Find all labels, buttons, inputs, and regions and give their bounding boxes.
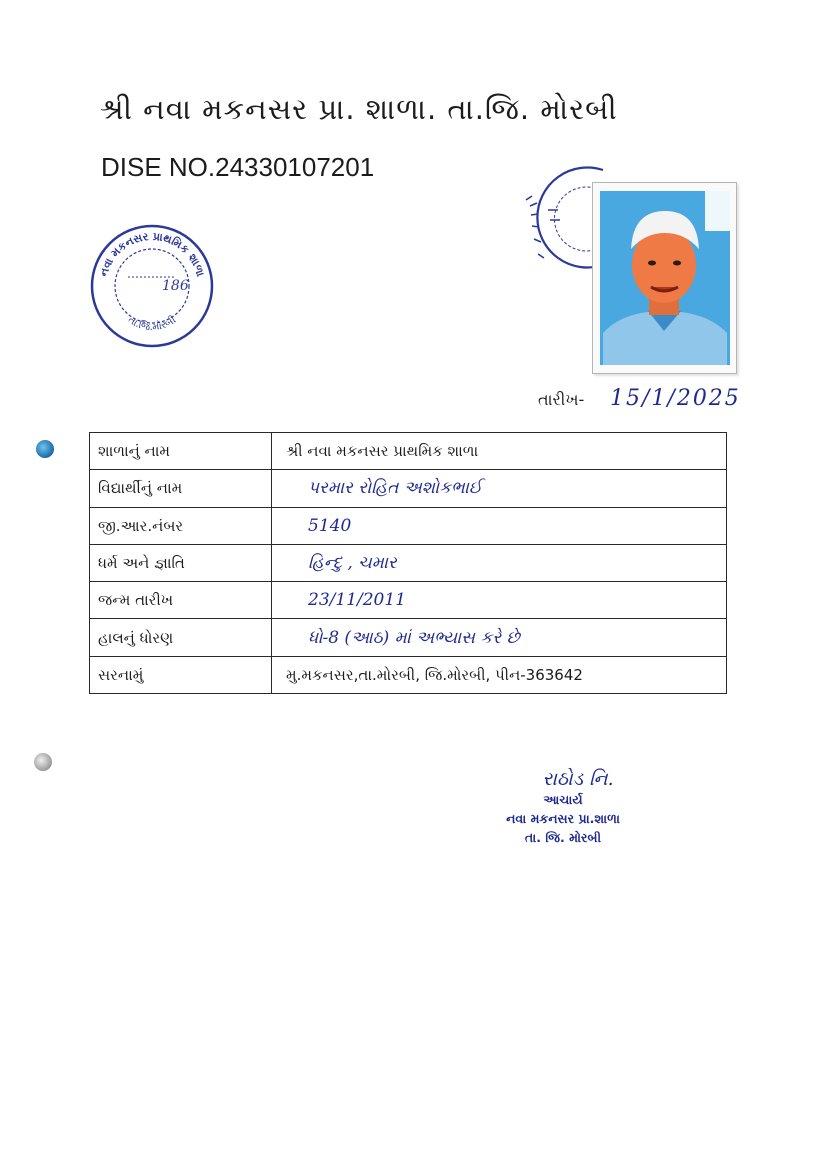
date-label: તારીખ- bbox=[538, 390, 585, 409]
row-label: શાળાનું નામ bbox=[90, 433, 272, 470]
table-row bbox=[90, 433, 727, 470]
row-value: 23/11/2011 bbox=[272, 582, 727, 619]
date-value: 15/1/2025 bbox=[610, 386, 741, 411]
svg-text:નવા મકનસર પ્રાથમિક શાળા bbox=[97, 230, 207, 279]
row-label: સરનામું bbox=[90, 656, 272, 693]
table-row bbox=[90, 582, 727, 619]
row-value: પરમાર રોહિત અશોકભાઈ bbox=[272, 470, 727, 507]
school-title: શ્રી નવા મકનસર પ્રા. શાળા. તા.જિ. મોરબી bbox=[100, 92, 618, 126]
row-value: શ્રી નવા મકનસર પ્રાથમિક શાળા bbox=[272, 433, 727, 470]
svg-text:તા.જિ.મોરબી bbox=[126, 314, 178, 334]
principal-district: તા. જિ. મોરબી bbox=[524, 830, 602, 845]
school-stamp bbox=[88, 222, 216, 350]
principal-school: નવા મકનસર પ્રા.શાળા bbox=[506, 811, 620, 826]
student-portrait bbox=[593, 183, 736, 373]
signature-scrawl: રાઠોડ નિ. bbox=[542, 768, 614, 790]
row-label: જી.આર.નંબર bbox=[90, 507, 272, 544]
student-details-table bbox=[89, 432, 727, 694]
stamp-number: 186 bbox=[162, 278, 189, 294]
table-row bbox=[90, 656, 727, 693]
table-row bbox=[90, 507, 727, 544]
punch-hole-top bbox=[36, 440, 54, 458]
row-label: ધર્મ અને જ્ઞાતિ bbox=[90, 544, 272, 581]
row-label: વિદ્યાર્થીનું નામ bbox=[90, 470, 272, 507]
row-value: હિન્દુ , ચમાર bbox=[272, 544, 727, 581]
stamp-text-top: નવા મકનસર પ્રાથમિક શાળા bbox=[97, 229, 207, 279]
punch-hole-bottom bbox=[34, 753, 52, 771]
principal-designation: આચાર્ય bbox=[543, 792, 583, 807]
row-label: જન્મ તારીખ bbox=[90, 582, 272, 619]
row-value: મુ.મકનસર,તા.મોરબી, જિ.મોરબી, પીન-363642 bbox=[272, 656, 727, 693]
table-row bbox=[90, 544, 727, 581]
row-value: 5140 bbox=[272, 507, 727, 544]
student-photo bbox=[592, 182, 737, 374]
row-value: ધો-8 (આઠ) માં અભ્યાસ કરે છે bbox=[272, 619, 727, 656]
stamp-text-bottom: તા.જિ.મોરબી bbox=[125, 314, 179, 334]
principal-signature-block bbox=[478, 768, 648, 847]
table-row bbox=[90, 470, 727, 507]
table-row bbox=[90, 619, 727, 656]
row-label: હાલનું ધોરણ bbox=[90, 619, 272, 656]
dise-number: DISE NO.24330107201 bbox=[101, 152, 375, 182]
